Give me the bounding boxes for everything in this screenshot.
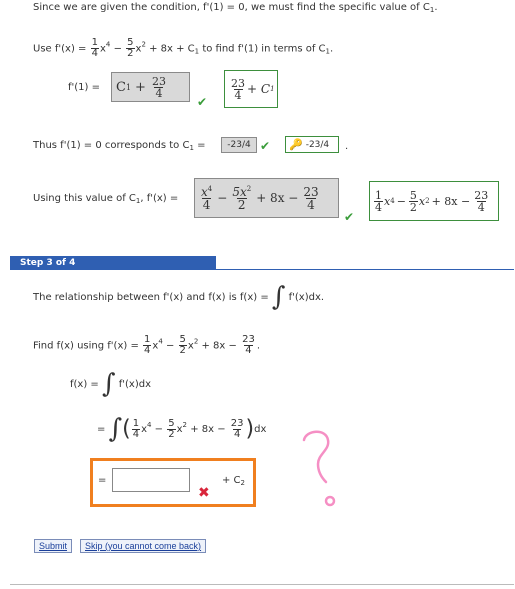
fx-integrand: f'(x)dx [118,379,151,390]
int-frac-1-4: $\frac{1}{4}$ [132,417,140,440]
use-frac-5-2: $\frac{5}{2}$ [127,37,134,59]
ans-frac-23-4: $\frac{23}{4}$ [474,188,489,214]
thus-check-icon: ✔ [260,139,271,153]
use-minus: − [113,43,122,55]
f1-answer-sub: 1 [270,85,275,93]
thus-answer-box [285,136,339,153]
using-fx: , f'(x) = [140,193,179,204]
int-x2-exp: 2 [182,421,188,429]
thus-key-value: -23/4 [305,139,330,150]
find-x4: x [152,340,159,352]
int-dx: dx [254,424,267,435]
use-x4: x [99,43,106,55]
find-minus: − [165,340,175,352]
find-x2: x [187,340,194,352]
fx-line [70,371,151,397]
integral-expansion-line [97,416,266,442]
skip-button[interactable]: Skip (you cannot come back) [80,539,206,553]
thus-eq: = [197,140,206,151]
thus-sub: 1 [189,144,194,152]
f1-answer-box [224,70,278,108]
key-icon: 🔑 [289,138,303,151]
using-sub: 1 [135,197,141,205]
step-divider [216,269,514,270]
use-line: Use f'(x) = $\frac{1}{4}$ $x^4$ − $\frac{5}{2}$ $x^2 + 8x + C_1$ to find f'(1) in terms of $C_1$. [33,37,334,59]
relationship-line [33,284,324,310]
ans-x4-exp: 4 [390,197,395,205]
close-paren: ) [245,416,255,442]
ans-x2-exp: 2 [425,197,430,205]
find-frac-23-4: $\frac{23}{4}$ [242,334,255,356]
find-frac-1-4: $\frac{1}{4}$ [144,334,151,356]
answer-input[interactable] [112,468,190,492]
f1-box-frac: $\frac{23}{4}$ [151,74,166,100]
use-tofind: to find f'(1) in terms of C [202,43,326,55]
ans-x4: x [384,194,391,208]
using-frac-23-4: $\frac{23}{4}$ [303,184,319,212]
intro-sentence: Since we are given the condition, f'(1) = 0, we must find the specific value of C [33,2,430,13]
find-period: . [256,340,261,352]
intro-subscript: 1 [429,6,435,14]
int-x2: x [176,424,183,435]
find-x4-exp: 4 [158,337,163,346]
ans-plus8x: + 8x − [431,194,471,208]
use-plus: + 8x + C [149,43,195,55]
use-frac-1-4: $\frac{1}{4}$ [91,37,98,59]
wrong-x-icon: ✖ [198,485,210,501]
find-text: Find f(x) using f'(x) = [33,340,139,352]
thus-input-box[interactable] [221,137,257,153]
integral-sign: ∫ [271,282,286,312]
f1-input-box[interactable] [111,72,190,102]
using-text: Using this value of C [33,193,136,204]
using-minus: − [217,191,228,205]
ans-frac-1-4: $\frac{1}{4}$ [375,188,382,214]
f1-answer-plus: + C [247,82,271,96]
relationship-integrand: f'(x)dx. [288,292,325,303]
int-plus8x: + 8x − [190,424,226,435]
f1-box-plus: + [135,79,146,95]
submit-button[interactable]: Submit [34,539,72,553]
int-x4: x [141,424,148,435]
using-check-icon: ✔ [344,210,355,224]
fx-integral-sign: ∫ [102,369,116,399]
thus-period: . [345,141,349,152]
using-line [33,193,178,205]
use-x2-exp: 2 [141,40,146,49]
using-plus8x: + 8x − [256,191,299,205]
question-mark-annotation [296,428,346,508]
using-frac-5x2: $\frac{5x^2}{2}$ [232,184,252,212]
find-line [33,335,260,356]
step-tab: Step 3 of 4 [10,256,216,270]
find-plus8x: + 8x − [201,340,237,352]
int-frac-5-2: $\frac{5}{2}$ [168,417,175,440]
relationship-text: The relationship between f'(x) and f(x) is f(x) = [33,292,269,303]
use-x4-exp: 4 [105,40,111,49]
use-c-sub: 1 [194,47,200,56]
int-minus: − [154,424,164,435]
use-label: Use f'(x) = [33,43,87,55]
expansion-integral-sign: ∫ [108,414,123,444]
open-paren: ( [122,416,131,442]
f1-answer-frac: $\frac{23}{4}$ [231,76,245,102]
answer-plus-c-text: + C [222,475,241,486]
question-mark-dot [326,497,334,505]
find-x2-exp: 2 [193,337,199,346]
thus-line [33,140,205,152]
intro-text: Since we are given the condition, f'(1) = 0, we must find the specific value of $C_1$. [33,2,438,14]
f1-label: f'(1) = [68,82,100,93]
thus-value: -23/4 [227,140,251,150]
thus-text: Thus f'(1) = 0 corresponds to C [33,140,190,151]
using-answer-box [369,181,499,221]
answer-c-sub: 2 [240,479,246,487]
use-x2: x [135,43,142,55]
int-frac-23-4: $\frac{23}{4}$ [230,417,244,440]
ans-x2: x [418,194,426,208]
fx-label: f(x) = [70,379,99,390]
int-x4-exp: 4 [147,421,152,429]
answer-eq: = [98,475,107,486]
ans-minus: − [396,194,406,208]
find-frac-5-2: $\frac{5}{2}$ [179,334,186,356]
f1-box-c: C [116,79,126,95]
use-tofind-sub: 1 [325,47,331,56]
using-frac-x4: $\frac{x^4}{4}$ [201,184,213,212]
using-input-box[interactable] [194,178,339,218]
bottom-divider [10,584,514,585]
expansion-eq: = [97,424,106,435]
answer-plus-c [222,475,245,487]
ans-frac-5-2: $\frac{5}{2}$ [409,188,417,214]
f1-check-icon: ✔ [197,95,208,109]
question-mark-curve [304,432,328,482]
f1-box-c-sub: 1 [125,82,132,92]
